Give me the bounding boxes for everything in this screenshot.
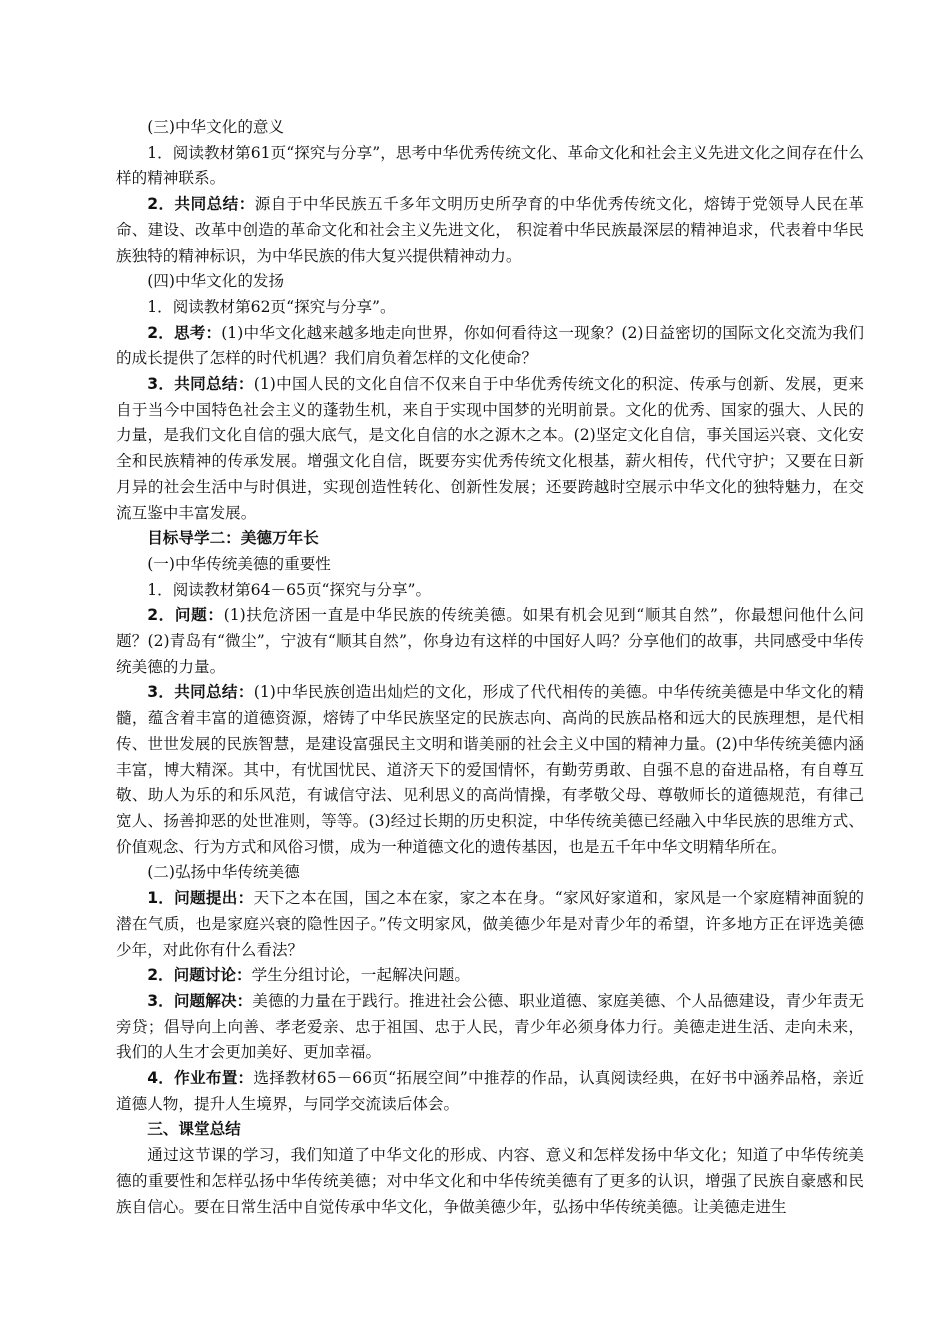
item-text: (1)中华民族创造出灿烂的文化，形成了代代相传的美德。中华传统美德是中华文化的精髓，蕴含着丰富的道德资源，熔铸了中华民族坚定的民族志向、高尚的民族品格和远大的民族理想，是代相传、世世发展的民族智慧，是建设富强民主文明和谐美丽的社会主义中国的精神力量。(2)中华传统美德内涵丰富，博大精深。其中，有忧国忧民、道济天下的爱国情怀，有勤劳勇敢、自强不息的奋进品格，有自尊互敬、助人为乐的和乐风范，有诚信守法、见利思义的高尚情操，有孝敬父母、尊敬师长的道德规范，有律己宽人、扬善抑恶的处世准则，等等。(3)经过长期的历史积淀，中华传统美德已经融入中华民族的思维方式、价值观念、行为方式和风俗习惯，成为一种道德文化的遗传基因，也是五千年中华文明精华所在。: [116, 683, 865, 856]
item-label: 3．共同总结：: [147, 375, 254, 394]
virtue-1-title: (一)中华传统美德的重要性: [147, 554, 331, 573]
section-3-item-1: 1．阅读教材第61页“探究与分享”，思考中华优秀传统文化、革命文化和社会主义先进文化之间存在什么样的精神联系。: [116, 143, 864, 188]
item-label: 3．共同总结：: [147, 683, 254, 702]
virtue-2-item-1: [116, 886, 864, 963]
section-4-title: (四)中华文化的发扬: [147, 272, 285, 291]
virtue-1-item-1: 1．阅读教材第64－65页“探究与分享”。: [147, 580, 432, 599]
section-4-item-2: [116, 321, 864, 372]
item-label: 3．问题解决：: [147, 991, 253, 1010]
item-text: (1)中国人民的文化自信不仅来自于中华优秀传统文化的积淀、传承与创新、发展，更来自于当今中国特色社会主义的蓬勃生机，来自于实现中国梦的光明前景。文化的优秀、国家的强大、人民的力量，是我们文化自信的强大底气，是文化自信的水之源木之本。(2)坚定文化自信，事关国运兴衰、文化安全和民族精神的传承发展。增强文化自信，既要夯实优秀传统文化根基，薪火相传，代代守护；又要在日新月异的社会生活中与时俱进，实现创造性转化、创新性发展；还要跨越时空展示中华文化的独特魅力，在交流互鉴中丰富发展。: [116, 375, 865, 522]
section-3-title: (三)中华文化的意义: [147, 118, 285, 136]
virtue-1-item-2: [116, 603, 864, 680]
item-text: 源自于中华民族五千多年文明历史所孕育的中华优秀传统文化，熔铸于党领导人民在革命、建设、改革中创造的革命文化和社会主义先进文化， 积淀着中华民族最深层的精神追求，代表着中华民族独特的精神标识，为中华民族的伟大复兴提供精神动力。: [116, 195, 864, 265]
virtue-2-item-3: [116, 989, 864, 1066]
item-text: 天下之本在国，国之本在家，家之本在身。“家风好家道和，家风是一个家庭精神面貌的潜在气质，也是家庭兴衰的隐性因子。”传文明家风，做美德少年是对青少年的希望，许多地方正在评选美德少年，对此你有什么看法？: [116, 889, 864, 959]
document-page: [116, 115, 864, 1220]
item-label: 2．共同总结：: [147, 195, 255, 214]
goal-2-heading: 目标导学二：美德万年长: [147, 529, 319, 548]
item-label: 4．作业布置：: [147, 1069, 254, 1088]
virtue-2-title: (二)弘扬中华传统美德: [147, 863, 300, 882]
virtue-2-item-2: [116, 963, 864, 989]
summary-text: 通过这节课的学习，我们知道了中华文化的形成、内容、意义和怎样发扬中华文化；知道了中华传统美德的重要性和怎样弘扬中华传统美德；对中华文化和中华传统美德有了更多的认识，增强了民族自豪感和民族自信心。要在日常生活中自觉传承中华文化，争做美德少年，弘扬中华传统美德。让美德走进生: [116, 1146, 864, 1216]
item-label: 1．问题提出：: [147, 889, 254, 908]
summary-heading: 三、课堂总结: [147, 1120, 241, 1139]
virtue-2-item-4: [116, 1066, 864, 1117]
item-text: 美德的力量在于践行。推进社会公德、职业道德、家庭美德、个人品德建设，青少年责无旁贷；倡导向上向善、孝老爱亲、忠于祖国、忠于人民，青少年必须身体力行。美德走进生活、走向未来，我们的人生才会更加美好、更加幸福。: [116, 991, 864, 1062]
item-label: 2．问题：: [147, 606, 224, 625]
section-4-item-1: 1．阅读教材第62页“探究与分享”。: [147, 297, 396, 316]
item-text: 选择教材65－66页“拓展空间”中推荐的作品，认真阅读经典，在好书中涵养品格，亲近道德人物，提升人生境界，与同学交流读后体会。: [116, 1069, 864, 1113]
section-3-item-2: [116, 192, 864, 269]
item-label: 2．问题讨论：: [147, 966, 252, 985]
item-text: (1)扶危济困一直是中华民族的传统美德。如果有机会见到“顺其自然”，你最想问他什么问题？(2)青岛有“微尘”，宁波有“顺其自然”，你身边有这样的中国好人吗？分享他们的故事，共同感受中华传统美德的力量。: [116, 606, 864, 676]
virtue-1-item-3: [116, 680, 864, 860]
item-label: 2．思考：: [147, 323, 222, 342]
item-text: (1)中华文化越来越多地走向世界，你如何看待这一现象？(2)日益密切的国际文化交流为我们的成长提供了怎样的时代机遇？我们肩负着怎样的文化使命？: [116, 323, 864, 368]
section-4-item-3: [116, 372, 864, 526]
item-text: 学生分组讨论，一起解决问题。: [251, 966, 470, 985]
